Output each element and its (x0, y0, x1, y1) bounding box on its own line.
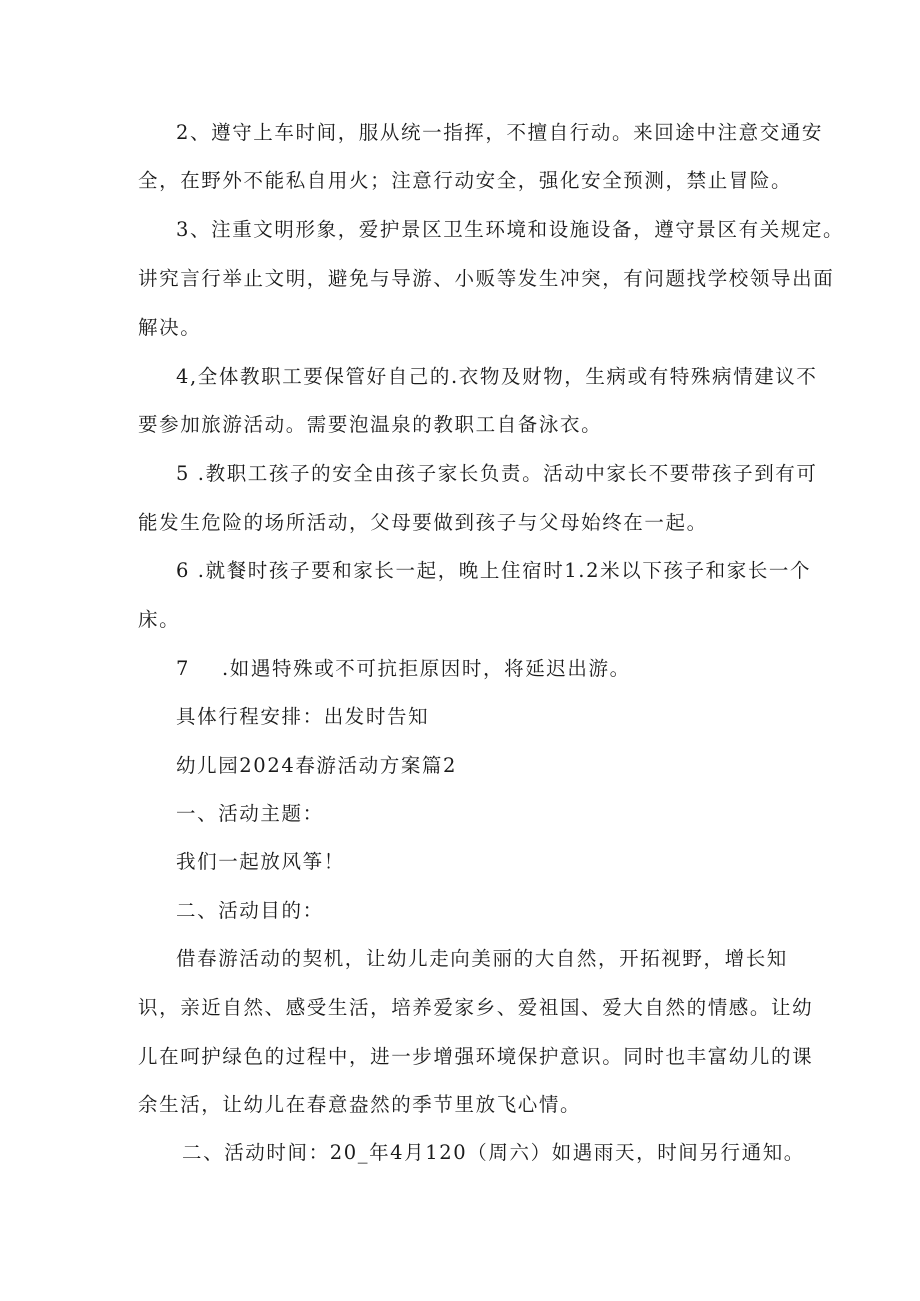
heading-theme: 一、活动主题： (176, 802, 324, 825)
rule-2-line-2: 全，在野外不能私自用火；注意行动安全，强化安全预测，禁止冒险。 (138, 169, 793, 192)
rule-4-line-1: 4,全体教职工要保管好自己的.衣物及财物，生病或有特殊病情建议不 (176, 365, 818, 388)
purpose-line-3: 儿在呵护绿色的过程中，进一步增强环境保护意识。同时也丰富幼儿的课 (138, 1045, 814, 1068)
rule-3-line-1: 3、注重文明形象，爱护景区卫生环境和设施设备，遵守景区有关规定。 (176, 218, 845, 241)
purpose-line-1: 借春游活动的契机，让幼儿走向美丽的大自然，开拓视野，增长知 (176, 947, 788, 970)
purpose-line-2: 识，亲近自然、感受生活，培养爱家乡、爱祖国、爱大自然的情感。让幼 (138, 996, 814, 1019)
rule-7-line (176, 655, 631, 683)
rule-4-line-2: 要参加旅游活动。需要泡温泉的教职工自备泳衣。 (138, 413, 603, 436)
rule-5-line-2: 能发生危险的场所活动，父母要做到孩子与父母始终在一起。 (138, 511, 708, 534)
rule-7-number: 7 (176, 657, 191, 680)
rule-3-line-3: 解决。 (138, 316, 202, 339)
rule-7-text: .如遇特殊或不可抗拒原因时，将延迟出游。 (222, 657, 631, 680)
activity-time: 二、活动时间：20_年4月120（周六）如遇雨天，时间另行通知。 (182, 1141, 805, 1164)
rule-6-line-2: 床。 (138, 608, 181, 631)
rule-5-line-1: 5 .教职工孩子的安全由孩子家长负责。活动中家长不要带孩子到有可 (176, 462, 818, 485)
heading-purpose: 二、活动目的： (176, 899, 324, 922)
rule-6-line-1: 6 .就餐时孩子要和家长一起，晚上住宿时1.2米以下孩子和家长一个 (176, 559, 812, 582)
schedule-note: 具体行程安排：出发时告知 (176, 705, 430, 728)
rule-2-line-1: 2、遵守上车时间，服从统一指挥，不擅自行动。来回途中注意交通安 (176, 121, 824, 144)
theme-text: 我们一起放风筝！ (176, 850, 345, 873)
purpose-line-4: 余生活，让幼儿在春意盎然的季节里放飞心情。 (138, 1093, 582, 1116)
section-title: 幼儿园2024春游活动方案篇2 (176, 754, 458, 777)
rule-3-line-2: 讲究言行举止文明，避免与导游、小贩等发生冲突，有问题找学校领导出面 (138, 267, 835, 290)
